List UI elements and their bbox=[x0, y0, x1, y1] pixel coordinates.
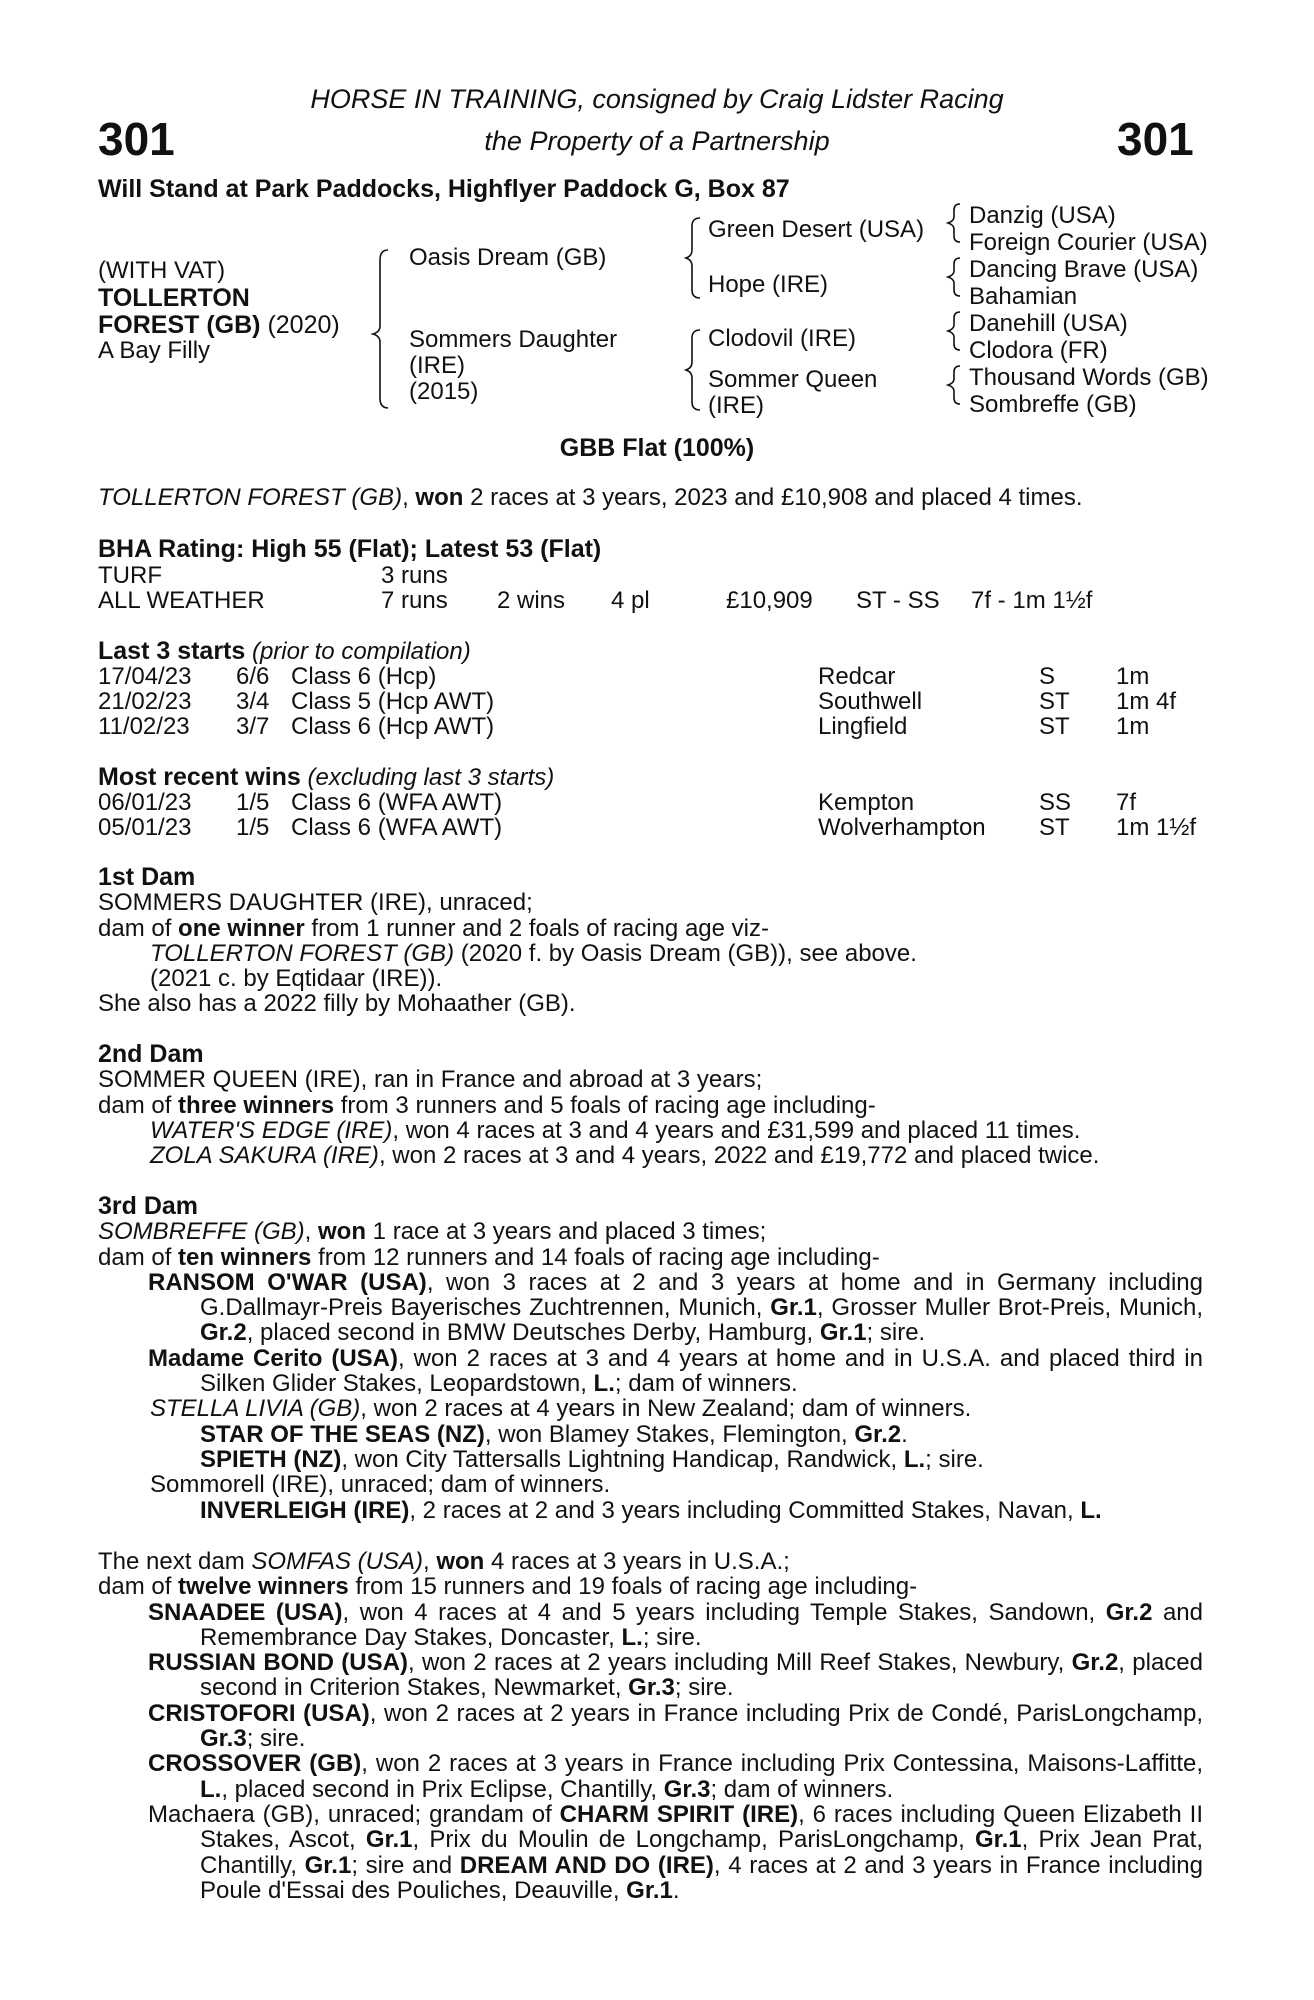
run-class: Class 6 (WFA AWT) bbox=[291, 789, 503, 816]
produce-entry: (2021 c. by Eqtidaar (IRE)). bbox=[150, 965, 443, 993]
run-date: 06/01/23 bbox=[98, 789, 192, 816]
produce-entry: TOLLERTON FOREST (GB) (2020 f. by Oasis Dream (GB)), see above. bbox=[150, 939, 917, 967]
dam-line: SOMMERS DAUGHTER (IRE), unraced; bbox=[98, 889, 533, 917]
dam-dam-line2: (IRE) bbox=[708, 392, 764, 419]
produce-entry: CRISTOFORI (USA), won 2 races at 2 years in France including Prix de Condé, ParisLongchamp, Gr.3; sire. bbox=[148, 1699, 1204, 1753]
consignor-line: HORSE IN TRAINING, consigned by Craig Lidster Racing bbox=[310, 84, 1004, 114]
bracket-sd bbox=[948, 258, 960, 296]
run-class: Class 6 (WFA AWT) bbox=[291, 814, 503, 841]
run-date: 17/04/23 bbox=[98, 663, 192, 690]
run-distance: 1m bbox=[1116, 713, 1150, 740]
run-distance: 1m 4f bbox=[1116, 688, 1177, 715]
produce-entry: SNAADEE (USA), won 4 races at 4 and 5 years including Temple Stakes, Sandown, Gr.2 and Remembrance Day Stakes, Doncaster, L.; sire. bbox=[148, 1598, 1203, 1651]
section-heading: 3rd Dam bbox=[98, 1192, 199, 1220]
produce-entry: SPIETH (NZ), won City Tattersalls Lightning Handicap, Randwick, L.; sire. bbox=[200, 1445, 984, 1473]
bracket-ds bbox=[948, 312, 960, 350]
aw-distance: 7f - 1m 1½f bbox=[971, 587, 1093, 614]
produce-entry: Machaera (GB), unraced; grandam of CHARM SPIRIT (IRE), 6 races including Queen Elizabeth II Stakes, Ascot, Gr.1, Prix du Moulin de Longchamp, ParisLongchamp, Gr.1, Prix Jean Prat, Chantilly, Gr.1; sire and DREAM AND DO (IRE), 4 races at 2 and 3 years in France including Poule d'Essai des Pouliches, Deauville, Gr.1. bbox=[148, 1800, 1203, 1904]
ped-dds: Thousand Words (GB) bbox=[969, 364, 1209, 391]
ped-dsd: Clodora (FR) bbox=[969, 337, 1108, 364]
run-course: Redcar bbox=[818, 663, 896, 690]
dam-line: dam of one winner from 1 runner and 2 foals of racing age viz- bbox=[98, 914, 769, 942]
run-course: Kempton bbox=[818, 789, 915, 816]
dam-line: She also has a 2022 filly by Mohaather (GB). bbox=[98, 990, 576, 1018]
run-going: ST bbox=[1039, 814, 1070, 841]
second-dam-section bbox=[98, 1042, 1203, 1168]
aw-money: £10,909 bbox=[726, 587, 813, 614]
horse-name-line1: TOLLERTON bbox=[98, 284, 250, 312]
produce-entry: RUSSIAN BOND (USA), won 2 races at 2 years including Mill Reef Stakes, Newbury, Gr.2, placed second in Criterion Stakes, Newmarket, Gr.3; sire. bbox=[148, 1649, 1204, 1702]
dam-sire: Clodovil (IRE) bbox=[708, 325, 857, 352]
aw-wins: 2 wins bbox=[497, 587, 566, 614]
produce-entry: STELLA LIVIA (GB), won 2 races at 4 years in New Zealand; dam of winners. bbox=[150, 1395, 972, 1423]
bracket-gen1 bbox=[373, 250, 388, 408]
ped-sds: Dancing Brave (USA) bbox=[969, 256, 1199, 283]
horse-name-line2: FOREST (GB) (2020) bbox=[98, 311, 340, 339]
run-position: 6/6 bbox=[236, 663, 270, 690]
last3-heading: Last 3 starts (prior to compilation) bbox=[98, 637, 471, 665]
run-position: 3/7 bbox=[236, 713, 270, 740]
dam-name-line2: (IRE) bbox=[409, 352, 465, 379]
produce-entry: STAR OF THE SEAS (NZ), won Blamey Stakes, Flemington, Gr.2. bbox=[200, 1420, 908, 1448]
bracket-ss bbox=[948, 204, 960, 242]
run-distance: 1m bbox=[1116, 663, 1150, 690]
aw-going: ST - SS bbox=[856, 587, 940, 614]
race-summary: TOLLERTON FOREST (GB), won 2 races at 3 years, 2023 and £10,908 and placed 4 times. bbox=[98, 484, 1083, 511]
lot-number-right: 301 bbox=[1117, 113, 1194, 165]
dam-line: dam of three winners from 3 runners and 5 foals of racing age including- bbox=[98, 1091, 876, 1119]
dam-dam-line1: Sommer Queen bbox=[708, 366, 878, 393]
produce-entry: WATER'S EDGE (IRE), won 4 races at 3 and 4 years and £31,599 and placed 11 times. bbox=[150, 1116, 1081, 1144]
vat-note: (WITH VAT) bbox=[98, 257, 226, 284]
section-heading: 2nd Dam bbox=[98, 1040, 204, 1068]
stabling-line: Will Stand at Park Paddocks, Highflyer Paddock G, Box 87 bbox=[98, 175, 790, 203]
property-line: the Property of a Partnership bbox=[484, 126, 830, 156]
run-course: Wolverhampton bbox=[818, 814, 986, 841]
dam-line: SOMBREFFE (GB), won 1 race at 3 years and placed 3 times; bbox=[98, 1218, 767, 1246]
bracket-dd bbox=[948, 366, 960, 404]
produce-entry: ZOLA SAKURA (IRE), won 2 races at 3 and 4 years, 2022 and £19,772 and placed twice. bbox=[150, 1142, 1100, 1170]
produce-entry: Madame Cerito (USA), won 2 races at 3 and 4 years at home and in U.S.A. and placed third in Silken Glider Stakes, Leopardstown, L.; dam of winners. bbox=[148, 1344, 1203, 1398]
dam-line: dam of ten winners from 12 runners and 14 foals of racing age including- bbox=[98, 1243, 880, 1271]
run-class: Class 5 (Hcp AWT) bbox=[291, 688, 495, 715]
run-position: 3/4 bbox=[236, 688, 270, 715]
sire-dam: Hope (IRE) bbox=[708, 271, 829, 298]
bracket-dam bbox=[686, 330, 700, 410]
run-position: 1/5 bbox=[236, 789, 270, 816]
run-going: ST bbox=[1039, 713, 1070, 740]
aw-placed: 4 pl bbox=[611, 587, 650, 614]
run-position: 1/5 bbox=[236, 814, 270, 841]
run-course: Lingfield bbox=[818, 713, 908, 740]
produce-entry: INVERLEIGH (IRE), 2 races at 2 and 3 years including Committed Stakes, Navan, L. bbox=[200, 1496, 1102, 1524]
dam-line: SOMMER QUEEN (IRE), ran in France and abroad at 3 years; bbox=[98, 1066, 763, 1094]
run-distance: 1m 1½f bbox=[1116, 814, 1197, 841]
first-dam-section bbox=[98, 865, 1203, 1017]
dam-line: dam of twelve winners from 15 runners and 19 foals of racing age including- bbox=[98, 1573, 918, 1601]
run-date: 05/01/23 bbox=[98, 814, 192, 841]
dam-name-line1: Sommers Daughter bbox=[409, 326, 618, 353]
turf-runs: 3 runs bbox=[381, 562, 448, 589]
sire-name: Oasis Dream (GB) bbox=[409, 244, 607, 271]
dam-line: The next dam SOMFAS (USA), won 4 races at 3 years in U.S.A.; bbox=[98, 1548, 790, 1575]
run-class: Class 6 (Hcp AWT) bbox=[291, 713, 495, 740]
run-class: Class 6 (Hcp) bbox=[291, 663, 437, 690]
bracket-sire bbox=[686, 218, 700, 298]
bha-rating: BHA Rating: High 55 (Flat); Latest 53 (Flat) bbox=[98, 535, 602, 563]
ped-ssd: Foreign Courier (USA) bbox=[969, 229, 1208, 256]
ped-sss: Danzig (USA) bbox=[969, 202, 1116, 229]
run-going: ST bbox=[1039, 688, 1070, 715]
section-heading: 1st Dam bbox=[98, 863, 196, 891]
produce-entry: RANSOM O'WAR (USA), won 3 races at 2 and 3 years at home and in Germany including G.Dallmayr-Preis Bayerisches Zuchtrennen, Munich, Gr.1, Grosser Muller Brot-Preis, Munich, Gr.2, placed second in BMW Deutsches Derby, Hamburg, Gr.1; sire. bbox=[148, 1268, 1203, 1347]
aw-runs: 7 runs bbox=[381, 587, 448, 614]
aw-label: ALL WEATHER bbox=[98, 587, 265, 614]
run-distance: 7f bbox=[1116, 789, 1137, 816]
sire-sire: Green Desert (USA) bbox=[708, 216, 925, 243]
ped-sdd: Bahamian bbox=[969, 283, 1078, 310]
recent-wins-heading: Most recent wins (excluding last 3 starts) bbox=[98, 763, 555, 791]
lot-number-left: 301 bbox=[98, 113, 175, 165]
run-course: Southwell bbox=[818, 688, 923, 715]
next-dam-section bbox=[98, 1549, 1203, 1903]
ped-ddd: Sombreffe (GB) bbox=[969, 391, 1137, 418]
gbb-status: GBB Flat (100%) bbox=[559, 434, 755, 462]
run-going: SS bbox=[1039, 789, 1072, 816]
run-date: 21/02/23 bbox=[98, 688, 192, 715]
third-dam-section bbox=[98, 1194, 1203, 1523]
run-date: 11/02/23 bbox=[98, 713, 190, 740]
dam-name-line3: (2015) bbox=[409, 378, 479, 405]
run-going: S bbox=[1039, 663, 1056, 690]
produce-entry: CROSSOVER (GB), won 2 races at 3 years in France including Prix Contessina, Maisons-Laffitte, L., placed second in Prix Eclipse, Chantilly, Gr.3; dam of winners. bbox=[148, 1750, 1203, 1803]
turf-label: TURF bbox=[98, 562, 162, 589]
horse-description: A Bay Filly bbox=[98, 337, 211, 364]
produce-entry: Sommorell (IRE), unraced; dam of winners. bbox=[150, 1471, 611, 1499]
ped-dss: Danehill (USA) bbox=[969, 310, 1128, 337]
